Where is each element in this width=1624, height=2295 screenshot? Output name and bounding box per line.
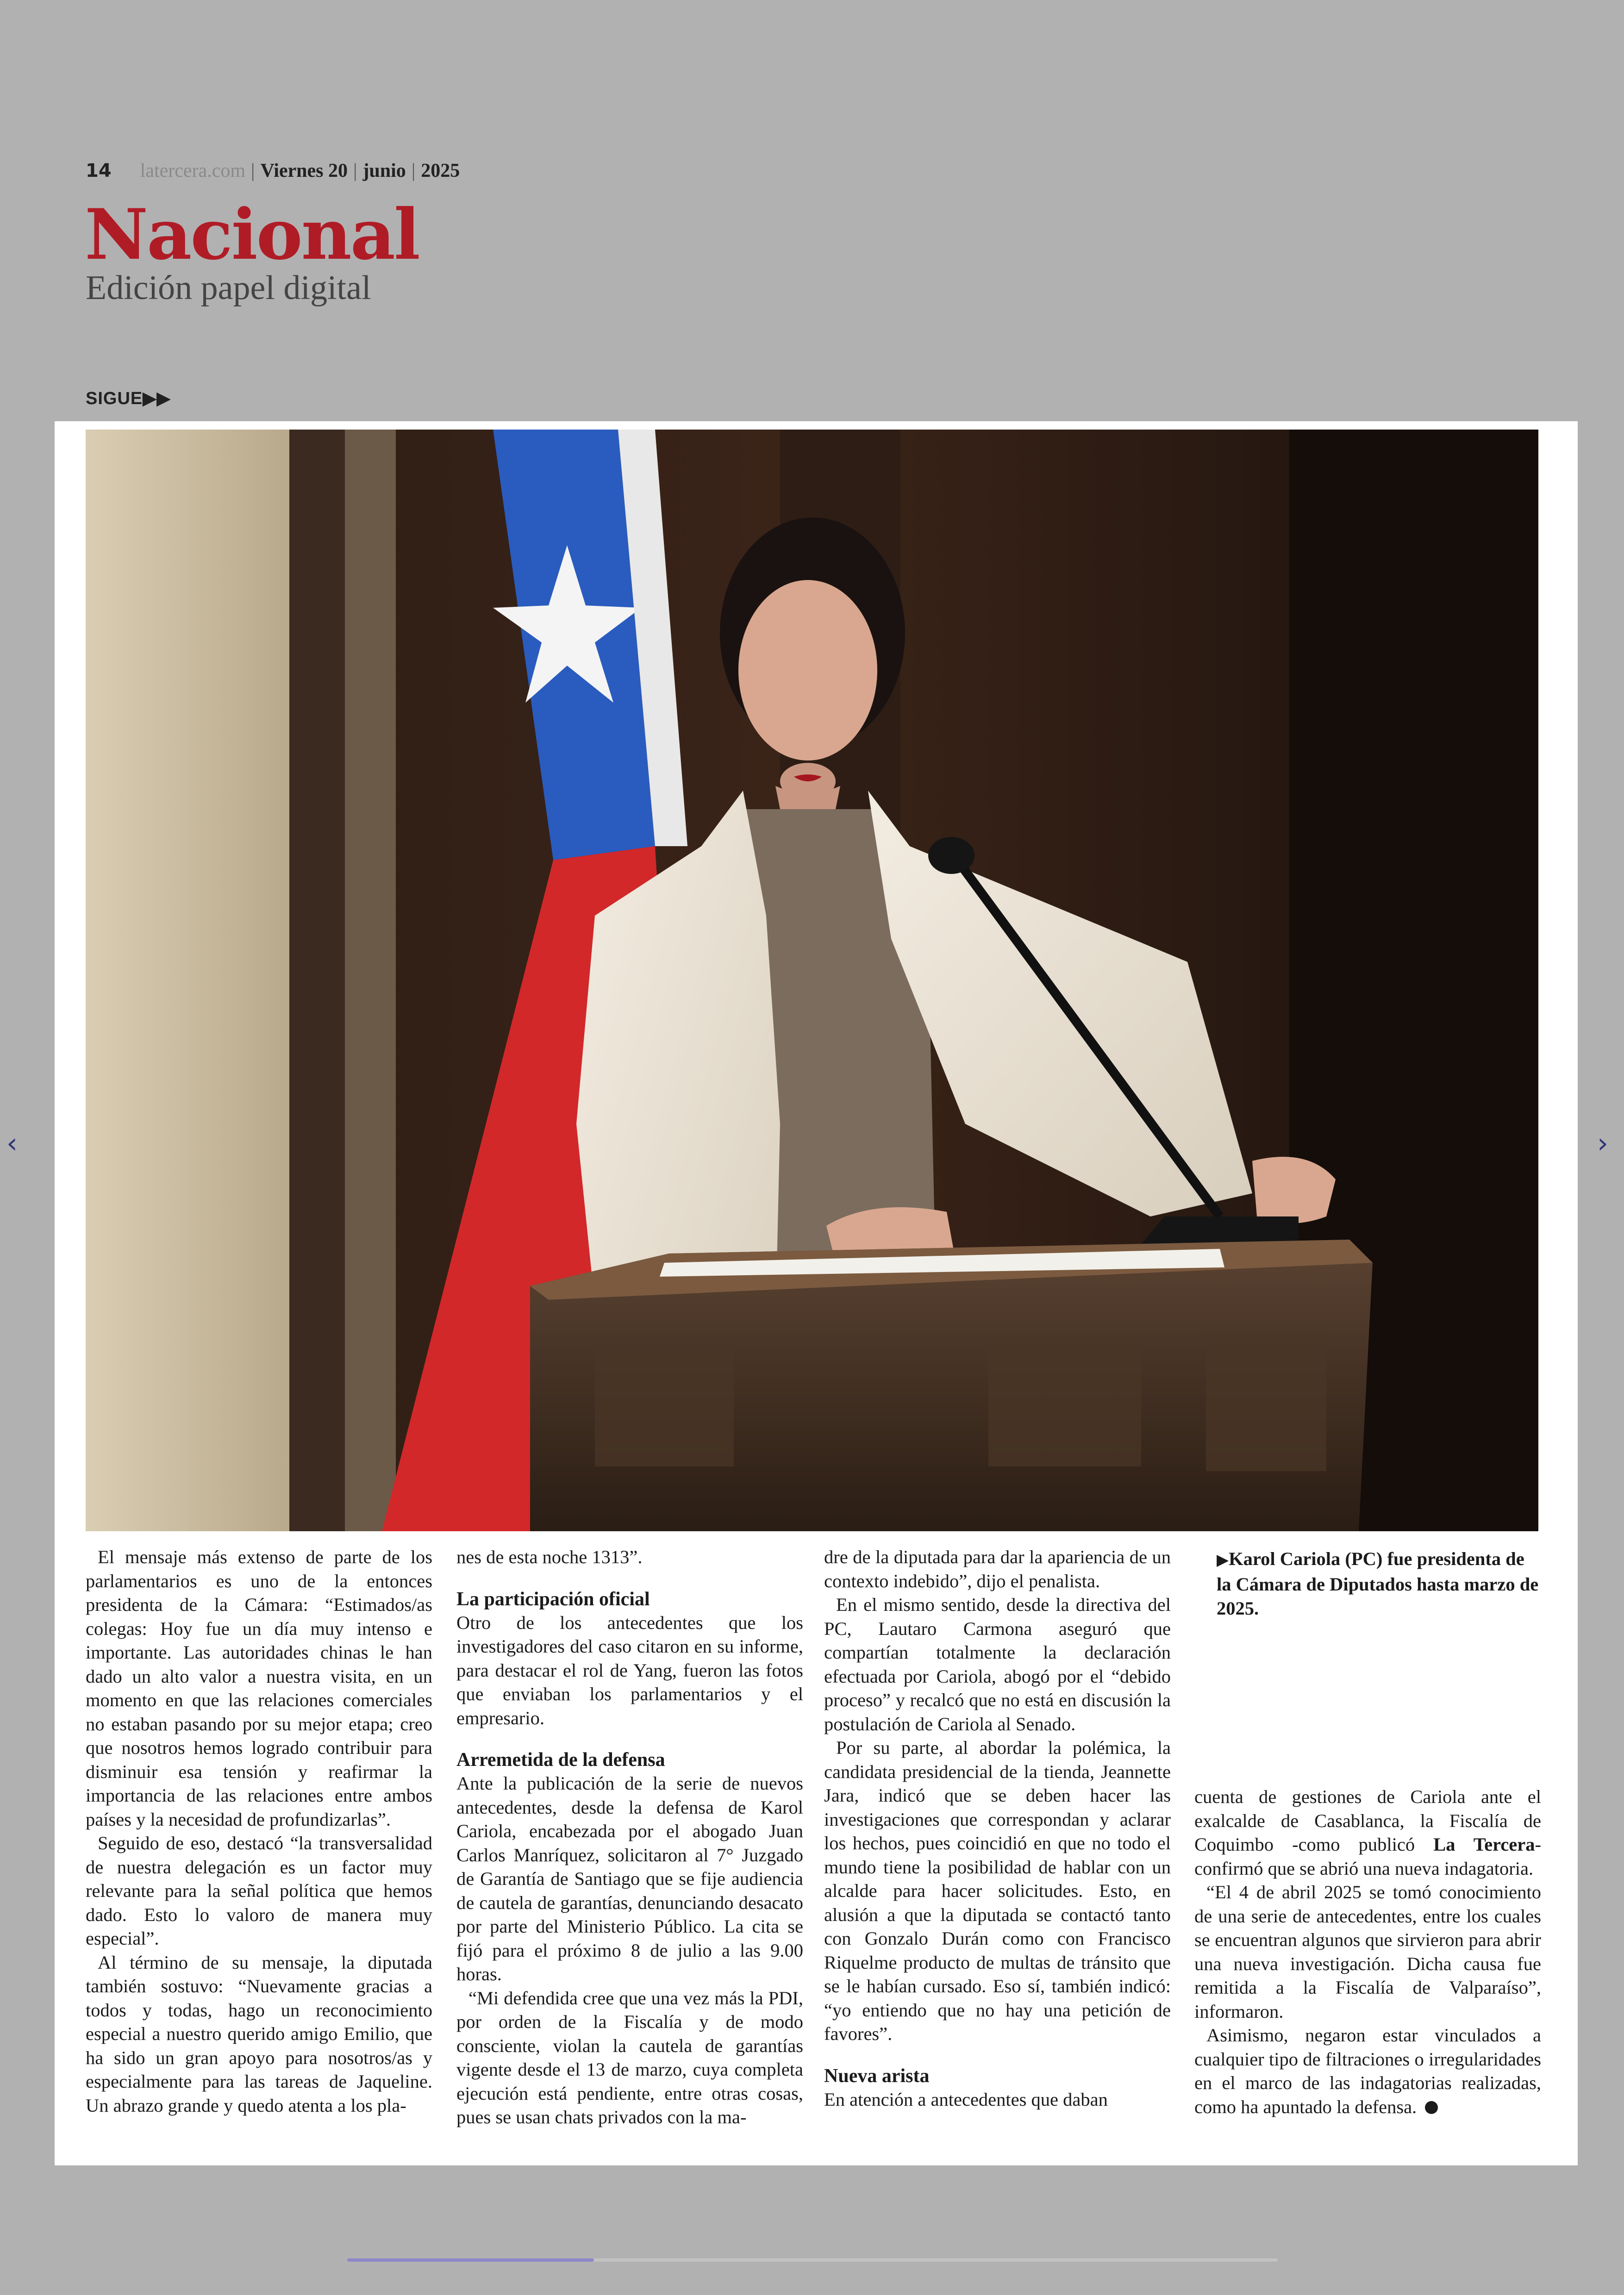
pillar [289, 430, 345, 1531]
subheading: Arremetida de la defensa [456, 1749, 665, 1771]
date-year: 2025 [421, 160, 460, 181]
article-column-2 [456, 1545, 803, 2129]
page-progress-bar[interactable] [347, 2258, 1278, 2262]
newspaper-name: La Tercera [1433, 1834, 1535, 1855]
previous-page-icon[interactable]: ‹ [6, 1127, 18, 1160]
paragraph: El mensaje más extenso de parte de los parlamentarios es uno de la entonces presidenta de la Cámara: “Estimados/as colegas: Hoy fue un día muy intenso e importante. Las autoridades chinas le han dado un alto valor a nuestra visita, en un momento en que las relaciones comerciales no estaban pasando por su mejor etapa; creo que nosotros hemos logrado contribuir para disminuir esa tensión y reafirmar la importancia de las relaciones entre ambos países y la necesidad de profundizarlas”. [86, 1547, 432, 1830]
masthead [86, 160, 460, 182]
paragraph: En el mismo sentido, desde la directiva del PC, Lautaro Carmona aseguró que compartían totalmente la declaración efectuada por Cariola, abogó por el “debido proceso” y recalcó que no está en discusión la postulación de Cariola al Senado. [824, 1594, 1171, 1734]
paragraph: En atención a antecedentes que daban [824, 2089, 1108, 2110]
continue-label [86, 388, 171, 409]
paragraph-text: cuenta de gestiones de Cariola ante el exalcalde de Casablanca, la Fiscalía de Coquimbo -como publicó [1194, 1786, 1541, 1855]
page-number: 14 [86, 160, 112, 181]
paragraph: “Mi defendida cree que una vez más la PDI, por orden de la Fiscalía y de modo consciente, violan la cautela de garantías vigente desde el 13 de marzo, cuya completa ejecución está pendiente, entre otras cosas, pues se usan chats privados con la ma- [456, 1987, 803, 2127]
article-column-4 [1194, 1785, 1541, 2119]
date-day: Viernes 20 [260, 160, 348, 181]
paragraph: nes de esta noche 1313”. [456, 1547, 643, 1567]
paragraph [1194, 2023, 1541, 2119]
date-month: junio [362, 160, 406, 181]
paragraph [1194, 1785, 1541, 1880]
continue-text: SIGUE [86, 389, 143, 408]
photo-caption [1217, 1547, 1541, 1621]
caption-arrow-icon: ▶ [1217, 1552, 1229, 1569]
subheading: Nueva arista [824, 2065, 930, 2087]
paragraph: Al término de su mensaje, la diputada también sostuvo: “Nuevamente gracias a todos y todas, hago un reconocimiento especial a nuestro querido amigo Emilio, que ha sido un gran apoyo para nosotros/as y especialmente para las tareas de Jaqueline. Un abrazo grande y quedo atenta a los pla- [86, 1952, 432, 2116]
photo-illustration [86, 430, 1538, 1531]
paragraph: Otro de los antecedentes que los investigadores del caso citaron en su informe, para destacar el rol de Yang, fueron las fotos que enviaban los parlamentarios y el empresario. [456, 1612, 803, 1728]
article-photo [86, 430, 1538, 1531]
pillar [345, 430, 396, 1531]
page-progress-fill [347, 2258, 594, 2262]
paragraph: Por su parte, al abordar la polémica, la candidata presidencial de la tienda, Jeannette Jara, indicó que se deben hacer las investigaciones que correspondan y aclarar los hechos, pues coincidió en que no todo el mundo tiene la posibilidad de hablar con un alcalde para hacer solicitudes. Esto, en alusión a que la diputada se contactó tanto con Gonzalo Durán como con Francisco Riquelme producto de multas de tránsito que se le habían cursado. Eso sí, también indicó: “yo entiendo que no hay una petición de favores”. [824, 1737, 1171, 2044]
paragraph-text: Asimismo, negaron estar vinculados a cualquier tipo de filtraciones o irregularidades en el marco de las indagatorias realizadas, como ha apuntado la defensa. [1194, 2025, 1541, 2117]
continue-arrows-icon: ▶▶ [143, 389, 171, 408]
paragraph: “El 4 de abril 2025 se tomó conocimiento de una serie de antecedentes, entre los cuales se encuentran algunos que sirvieron para abrir una nueva investigación. Dicha causa fue remitida a la Fiscalía de Valparaíso”, informaron. [1194, 1882, 1541, 2022]
next-page-icon[interactable]: › [1597, 1127, 1608, 1160]
divider: | [411, 160, 416, 181]
article-column-1 [86, 1545, 432, 2117]
subheading: La participación oficial [456, 1588, 650, 1610]
paragraph: Seguido de eso, destacó “la transversalidad de nuestra delegación es un factor muy relevante para la señal política que hemos dado. Esto lo valoro de manera muy especial”. [86, 1833, 432, 1949]
newspaper-page [55, 421, 1578, 2165]
wall [86, 430, 289, 1531]
edition-subtitle: Edición papel digital [86, 269, 371, 307]
divider: | [353, 160, 357, 181]
podium [530, 1240, 1373, 1531]
caption-text: Karol Cariola (PC) fue presidenta de la Cámara de Diputados hasta marzo de 2025. [1217, 1548, 1539, 1619]
site-name[interactable]: latercera.com [140, 160, 246, 181]
article-column-3 [824, 1545, 1171, 2111]
paragraph: Ante la publicación de la serie de nuevos antecedentes, desde la defensa de Karol Cariola, encabezada por el abogado Juan Carlos Manríquez, solicitaron al 7° Juzgado de Garantía de Santiago que se fije audiencia de cautela de garantías, denunciando desacato por parte del Ministerio Público. La cita se fijó para el próximo 8 de julio a las 9.00 horas. [456, 1773, 803, 1984]
divider: | [251, 160, 255, 181]
end-of-article-icon [1425, 2101, 1438, 2114]
section-title: Nacional [85, 194, 419, 275]
paragraph-text: - confirmó que se abrió una nueva indagatoria. [1194, 1834, 1541, 1879]
paragraph: dre de la diputada para dar la apariencia de un contexto indebido”, dijo el penalista. [824, 1547, 1171, 1591]
